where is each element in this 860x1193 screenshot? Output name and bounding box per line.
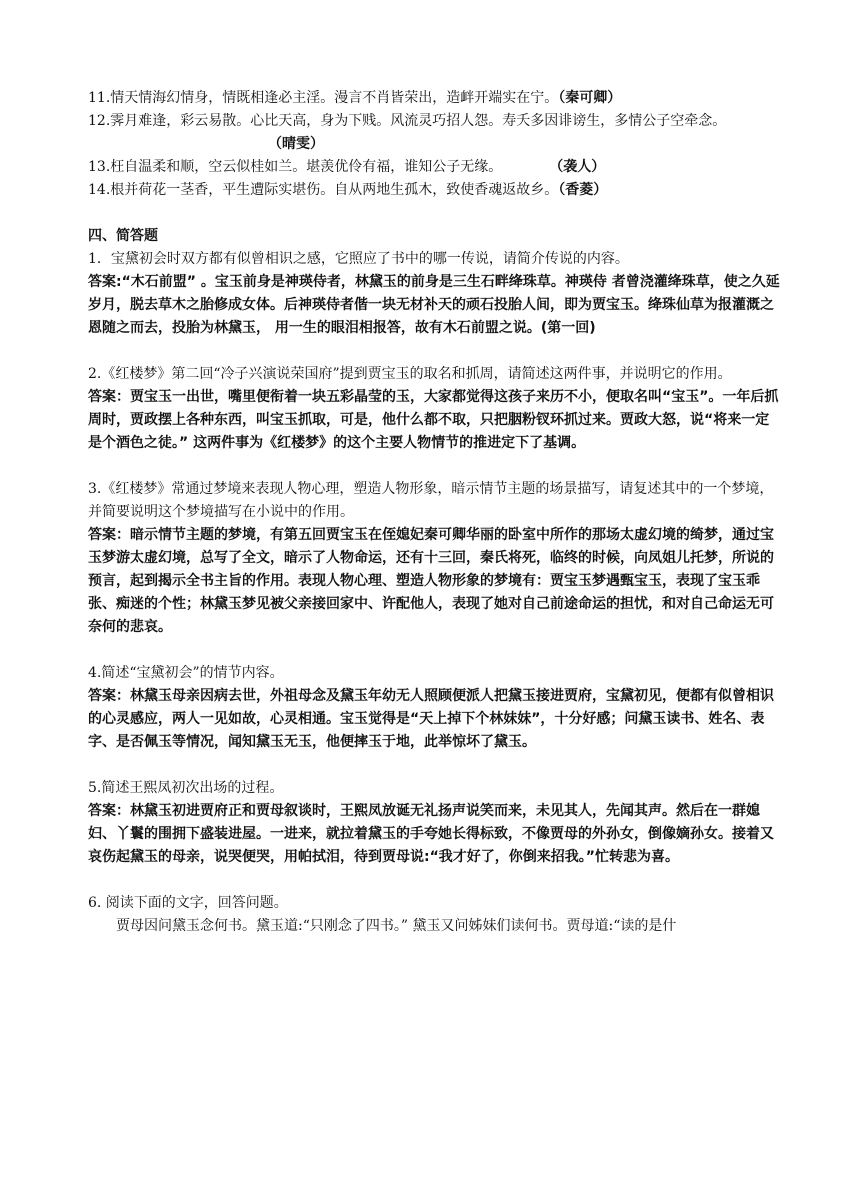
document-page [88,87,782,938]
qa-item [88,248,782,340]
question-text: 1．宝黛初会时双方都有似曾相识之感，它照应了书中的哪一传说，请简介传说的内容。 [88,251,629,267]
question-text: 6. 阅读下面的文字，回答问题。 [88,895,288,911]
character-tag: （秦可卿） [558,90,622,106]
answer-text: 答案：林黛玉母亲因病去世，外祖母念及黛玉年幼无人照顾便派人把黛玉接进贾府，宝黛初见，便都有似曾相识的心灵感应，两人一见如故，心灵相通。宝玉觉得是“天上掉下个林妹妹”，十分好感；问黛玉读书、姓名、表字、是否佩玉等情况，闻知黛玉无玉，他便摔玉于地，此举惊坏了黛玉。 [88,688,774,750]
passage-text: 贾母因问黛玉念何书。黛玉道:“只刚念了四书。” 黛玉又问姊妹们读何书。贾母道:“读的是什 [116,918,677,934]
qa-item [88,892,782,938]
section-title: 四、简答题 [88,228,158,244]
character-tag: （晴雯） [268,136,324,152]
poem-text: 14.根并荷花一茎香，平生遭际实堪伤。自从两地生孤木，致使香魂返故乡。 [88,182,559,198]
question-text: 2.《红楼梦》第二回“冷子兴演说荣国府”提到贾宝玉的取名和抓周，请简述这两件事，并说明它的作用。 [88,366,732,382]
poem-line-13 [88,156,782,179]
question-text: 5.简述王熙凤初次出场的过程。 [88,780,284,796]
poem-line-12 [88,110,782,156]
qa-item [88,662,782,754]
poem-line-14 [88,179,782,202]
character-tag: （香菱） [558,182,608,198]
poem-text: 13.枉自温柔和顺，空云似桂如兰。堪羡优伶有福，谁知公子无缘。 [88,159,503,175]
poem-list [88,87,782,202]
character-tag: （袭人） [556,159,606,175]
qa-item [88,363,782,455]
question-text: 4.简述“宝黛初会”的情节内容。 [88,665,284,681]
answer-text: 答案：贾宝玉一出世，嘴里便衔着一块五彩晶莹的玉，大家都觉得这孩子来历不小，便取名叫“宝玉”。一年后抓周时，贾政摆上各种东西，叫宝玉抓取，可是，他什么都不取，只把胭粉钗环抓过来。贾政大怒，说“将来一定是个酒色之徒。” 这两件事为《红楼梦》的这个主要人物情节的推进定下了基调。 [88,389,779,451]
answer-text: 答案：林黛玉初进贾府正和贾母叙谈时，王熙凤放诞无礼扬声说笑而来，未见其人，先闻其声。然后在一群媳妇、丫鬟的围拥下盛装进屋。一进来，就拉着黛玉的手夸她长得标致，不像贾母的外孙女，倒像嫡孙女。接着又哀伤起黛玉的母亲，说哭便哭，用帕拭泪，待到贾母说:“我才好了，你倒来招我。”忙转悲为喜。 [88,803,774,865]
qa-item [88,777,782,869]
question-text: 3.《红楼梦》常通过梦境来表现人物心理，塑造人物形象，暗示情节主题的场景描写，请复述其中的一个梦境，并简要说明这个梦境描写在小说中的作用。 [88,481,774,520]
answer-text: 答案:“木石前盟” 。宝玉前身是神瑛侍者，林黛玉的前身是三生石畔绛珠草。神瑛侍 者曾浇灌绛珠草，使之久延岁月，脱去草木之胎修成女体。后神瑛侍者偕一块无材补天的顽石投胎人间，即为贾宝玉。绛珠仙草为报灌溉之恩随之而去，投胎为林黛玉， 用一生的眼泪相报答，故有木石前盟之说。(第一回) [88,274,780,336]
poem-text: 11.情天情海幻情身，情既相逢必主淫。漫言不肖皆荣出，造衅开端实在宁。 [88,90,559,106]
poem-line-11 [88,87,782,110]
answer-text: 答案：暗示情节主题的梦境，有第五回贾宝玉在侄媳妃秦可卿华丽的卧室中所作的那场太虚幻境的绮梦，通过宝玉梦游太虚幻境，总写了全文，暗示了人物命运，还有十三回，秦氏将死，临终的时候，向凤姐儿托梦，所说的预言，起到揭示全书主旨的作用。表现人物心理、塑造人物形象的梦境有：贾宝玉梦遇甄宝玉，表现了宝玉乖张、痴迷的个性；林黛玉梦见被父亲接回家中、许配他人，表现了她对自己前途命运的担忧，和对自己命运无可奈何的悲哀。 [88,527,774,635]
qa-item [88,478,782,639]
poem-text: 12.霁月难逢，彩云易散。心比天高，身为下贱。风流灵巧招人怨。寿夭多因诽谤生，多情公子空牵念。 [88,113,727,129]
